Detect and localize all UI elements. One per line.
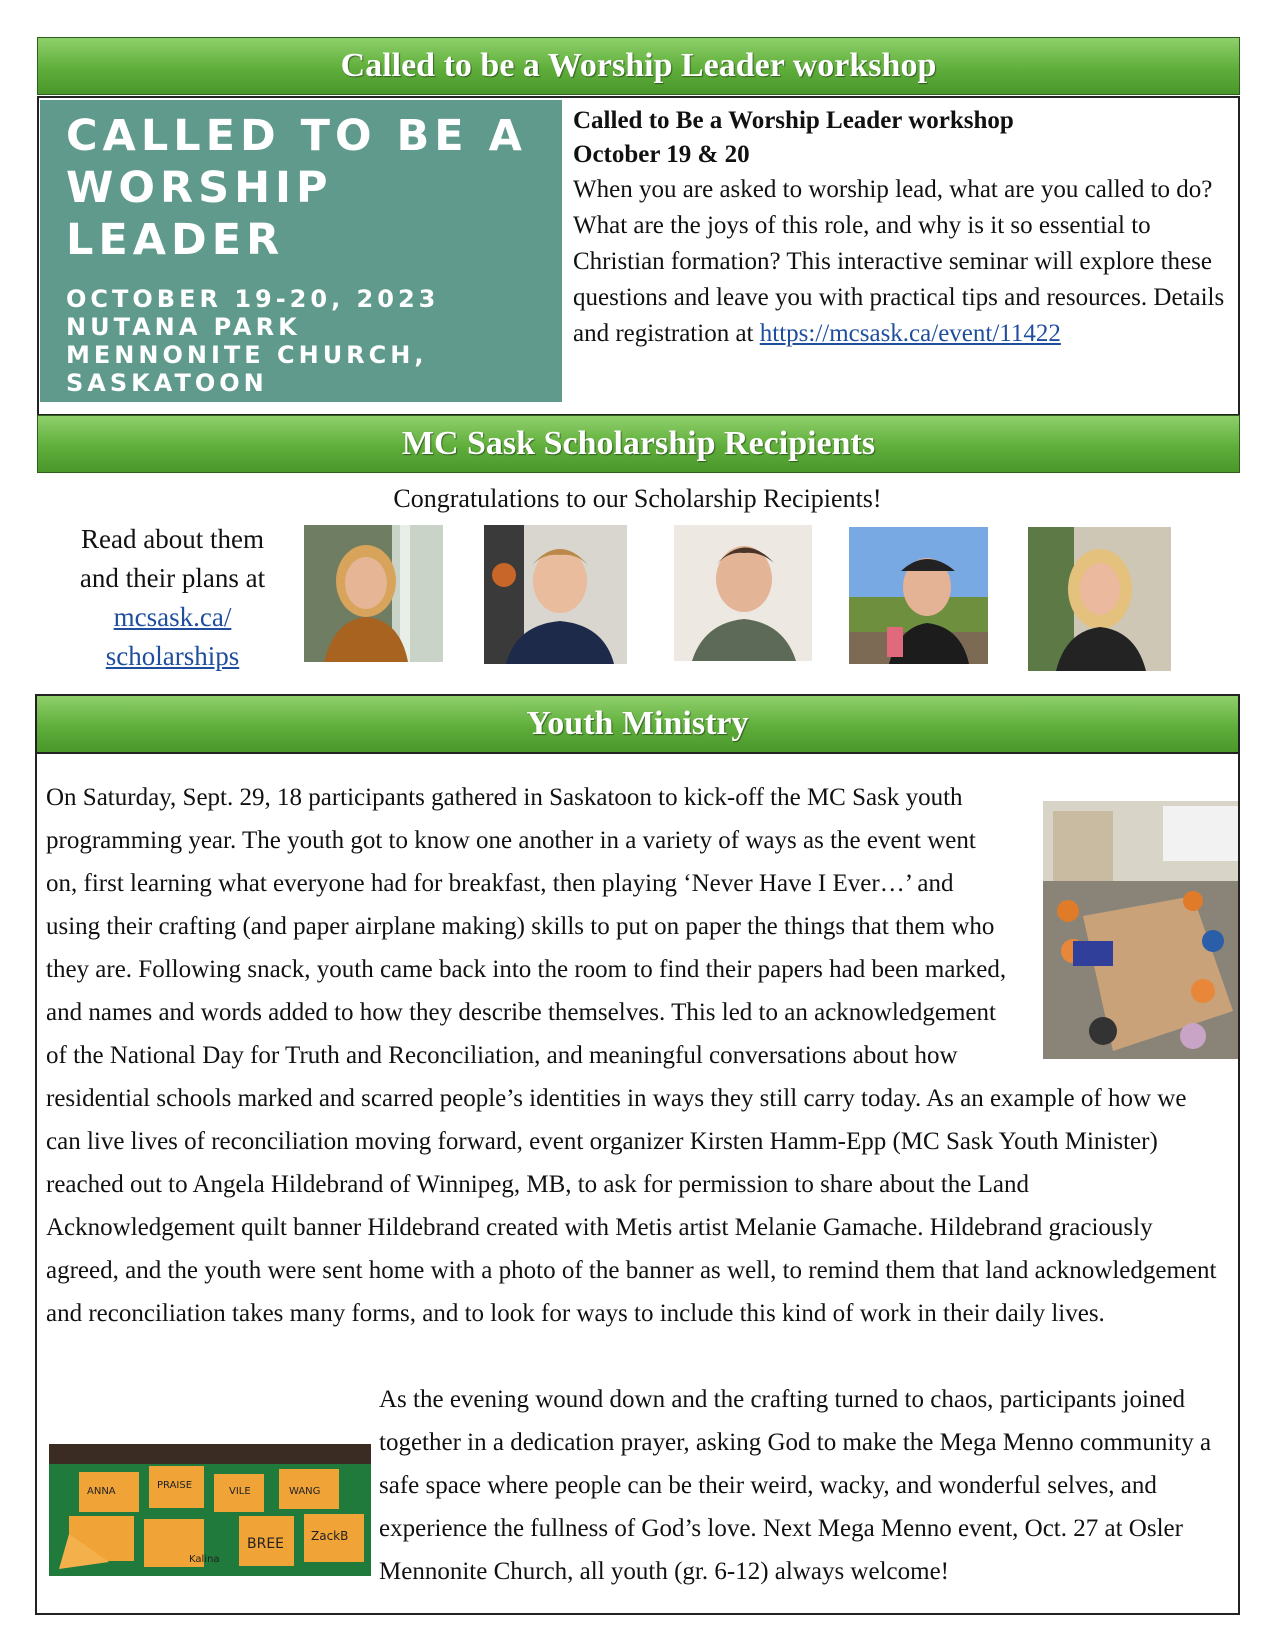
recipient-photo [849,527,988,664]
poster-detail-line: MENNONITE CHURCH, [66,341,428,369]
poster-title-line: WORSHIP [66,163,333,213]
poster-detail-line: OCTOBER 19-20, 2023 [66,285,440,313]
craft-word: ANNA [87,1486,116,1497]
poster-title-line: CALLED TO BE A [66,111,527,161]
youth-crafts-photo [49,1444,371,1576]
worship-description-text: When you are asked to worship lead, what are you called to do? What are the joys of this role, and why is it so essential to Christian formation? This interactive seminar will explore these questions and leave you with practical tips and resources. Details and registration at [573,176,1225,347]
craft-word: BREE [247,1536,285,1552]
craft-word: VILE [229,1486,251,1497]
worship-description-block [573,104,1233,352]
craft-word: Kalina [189,1554,220,1565]
recipient-photo [304,525,443,662]
recipient-photo [484,525,627,664]
worship-dates: October 19 & 20 [573,141,750,168]
craft-word: WANG [289,1486,321,1497]
scholarships-link[interactable]: mcsask.ca/ [113,602,232,632]
poster-title [66,110,527,266]
youth-paragraph-1 [46,776,1222,1335]
craft-word: PRAISE [157,1480,193,1491]
worship-poster-image [40,100,562,402]
event-registration-link[interactable]: https://mcsask.ca/event/11422 [759,320,1061,347]
scholarship-section-banner: MC Sask Scholarship Recipients [37,415,1240,473]
poster-detail-line: NUTANA PARK [66,313,301,341]
poster-detail-line: SASKATOON [66,369,268,397]
youth-paragraph-2-text: As the evening wound down and the crafting turned to chaos, participants joined together in a dedication prayer, asking God to make the Mega Menno community a safe space where people can be their weird, wacky, and wonderful selves, and experience the fullness of God’s love. Next Mega Menno event, Oct. 27 at Osler Mennonite Church, all youth (gr. 6-12) always welcome! [379,1386,1212,1585]
scholarship-congrats: Congratulations to our Scholarship Recipients! [393,484,882,513]
worship-heading: Called to Be a Worship Leader workshop [573,107,1014,134]
recipient-photo [674,525,812,661]
worship-section-banner: Called to be a Worship Leader workshop [37,37,1240,95]
youth-paragraph-1-text: On Saturday, Sept. 29, 18 participants gathered in Saskatoon to kick-off the MC Sask youth programming year. The youth got to know one another in a variety of ways as the event went on, first learning what everyone had for breakfast, then playing ‘Never Have I Ever…’ and using their crafting (and paper airplane making) skills to put on paper the things that them who they are. Following snack, youth came back into the room to find their papers had been marked, and names and words added to how they describe themselves. This led to an acknowledgement of the National Day for Truth and Reconciliation, and meaningful conversations about how residential schools marked and scarred people’s identities in ways they still carry today. As an example of how we can live lives of reconciliation moving forward, event organizer Kirsten Hamm-Epp (MC Sask Youth Minister) reached out to Angela Hildebrand of Winnipeg, MB, to ask for permission to share about the Land Acknowledgement quilt banner Hildebrand created with Metis artist Melanie Gamache. Hildebrand graciously agreed, and the youth were sent home with a photo of the banner as well, to remind them that land acknowledgement and reconciliation takes many forms, and to look for ways to include this kind of work in their daily lives. [46,784,1217,1327]
read-about-line: Read about them [81,524,264,554]
recipient-photo [1028,527,1171,671]
read-about-line: and their plans at [79,563,266,593]
worship-description [573,172,1233,352]
poster-details [66,285,439,397]
scholarship-read-about [60,520,285,676]
craft-word: ZackB [311,1529,349,1543]
poster-title-line: LEADER [66,215,285,265]
youth-section-banner: Youth Ministry [37,696,1238,754]
photo-wrap-spacer [1012,776,1222,1058]
scholarships-link[interactable]: scholarships [105,641,240,671]
